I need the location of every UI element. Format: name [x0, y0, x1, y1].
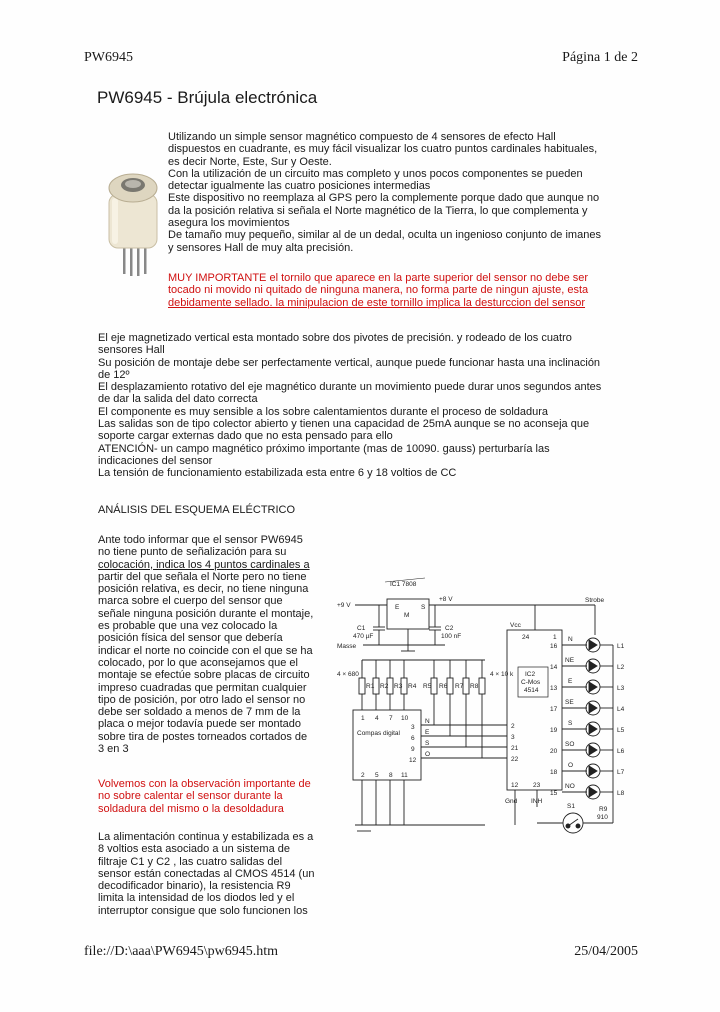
r7-label: R7 — [455, 683, 464, 690]
dir-ne: NE — [565, 657, 575, 664]
compass-pin-4: 4 — [375, 715, 379, 722]
resistor-bank — [359, 660, 485, 694]
dir-se: SE — [565, 699, 574, 706]
ic2-pin-1: 1 — [553, 634, 557, 641]
inh-label: INH — [531, 798, 543, 805]
ic2-out-17: 17 — [550, 706, 558, 713]
compass-pin-8: 8 — [389, 772, 393, 779]
r1-label: R1 — [366, 683, 375, 690]
r-left-label: 4 × 680 — [337, 671, 359, 678]
r9-value: 910 — [597, 814, 608, 821]
compass-pin-6: 6 — [411, 735, 415, 742]
r9-label: R9 — [599, 806, 608, 813]
led-l6: L6 — [617, 748, 625, 755]
masse-label: Masse — [337, 643, 357, 650]
r5-label: R5 — [423, 683, 432, 690]
led-l8: L8 — [617, 790, 625, 797]
r8-label: R8 — [470, 683, 479, 690]
section-title: ANÁLISIS DEL ESQUEMA ELÉCTRICO — [98, 504, 296, 516]
led-l4: L4 — [617, 706, 625, 713]
led-l3: L3 — [617, 685, 625, 692]
r4-label: R4 — [408, 683, 417, 690]
r-right-label: 4 × 10 k — [490, 671, 514, 678]
ic2-out-15: 15 — [550, 790, 558, 797]
note-paragraph: Volvemos con la observación importante de no sobre calentar el sensor durante la soldadura del mismo o la desoldadura — [98, 778, 311, 815]
ic2-family: C-Mos — [521, 679, 541, 686]
vin-label: +9 V — [337, 602, 351, 609]
compass-pin-7: 7 — [389, 715, 393, 722]
c1-label: C1 — [357, 625, 366, 632]
compass-pin-3: 3 — [411, 724, 415, 731]
led-l7: L7 — [617, 769, 625, 776]
led-l5: L5 — [617, 727, 625, 734]
ic2-label: IC2 — [525, 671, 536, 678]
compass-pin-5: 5 — [375, 772, 379, 779]
ic2-out-18: 18 — [550, 769, 558, 776]
ic2-out-16: 16 — [550, 643, 558, 650]
compass-dir-o: O — [425, 751, 431, 758]
compass-pin-1: 1 — [361, 715, 365, 722]
ic2-out-14: 14 — [550, 664, 558, 671]
dir-s: S — [568, 720, 573, 727]
compass-dir-s: S — [425, 740, 430, 747]
page-footer-right: 25/04/2005 — [574, 944, 638, 959]
ic2-pin-12: 12 — [511, 782, 519, 789]
led-l2: L2 — [617, 664, 625, 671]
ic2-pin-22: 22 — [511, 756, 519, 763]
warning-paragraph: MUY IMPORTANTE el tornilo que aparece en la parte superior del sensor no debe ser tocado ni movido ni quitado de ninguna manera, no forma parte de ningun ajuste, esta debidamente sellado. la minipulacion de este tornillo implica la desturccion del sensor — [168, 272, 589, 309]
ic2-pin-21: 21 — [511, 745, 519, 752]
vout-label: +8 V — [439, 596, 453, 603]
r2-label: R2 — [380, 683, 389, 690]
c2-value: 100 nF — [441, 633, 462, 640]
strobe-label: Strobe — [585, 597, 605, 604]
dir-so: SO — [565, 741, 575, 748]
compass-pin-11: 11 — [401, 772, 408, 779]
ic2-part: 4514 — [524, 687, 539, 694]
power-paragraph: La alimentación continua y estabilizada es a 8 voltios esta asociado a un sistema de filtraje C1 y C2 , las cuatro salidas del sensor están conectadas al CMOS 4514 (un decodificador binario), la resistencia R9 limita la intensidad de los diodos led y el interruptor consigue que solo funcionen los — [98, 831, 315, 917]
page-header-left: PW6945 — [84, 50, 133, 65]
specs-paragraph: El eje magnetizado vertical esta montado sobre dos pivotes de precisión. y rodeado de los cuatro sensores Hall Su posición de montaje debe ser perfectamente vertical, aunque puede funcionar hasta una inclinación de 12º El desplazamiento rotativo del eje magnético durante un movimiento puede durar unos segundos antes de dar la salida del dato correcta El componente es muy sensible a los sobre calentamientos durante el proceso de soldadura Las salidas son de tipo colector abierto y tienen una capacidad de 25mA aunque se no aconseja que soporte cargar externas dado que no esta pensado para ello ATENCIÓN- un campo magnético próximo importante (mas de 10090. gauss) perturbaría las indicaciones del sensor La tensión de funcionamiento estabilizada esta entre 6 y 18 voltios de CC — [98, 332, 602, 480]
c1-value: 470 µF — [353, 633, 374, 640]
compass-pin-9: 9 — [411, 746, 415, 753]
s1-label: S1 — [567, 803, 575, 810]
compass-pin-2: 2 — [361, 772, 365, 779]
circuit-schematic — [335, 575, 635, 837]
ic2-pin-2: 2 — [511, 723, 515, 730]
vcc-label: Vcc — [510, 622, 521, 629]
reg-pin-m: M — [404, 612, 410, 619]
ic2-pin-3: 3 — [511, 734, 515, 741]
page-footer-left: file://D:\aaa\PW6945\pw6945.htm — [84, 944, 279, 959]
led-l1: L1 — [617, 643, 625, 650]
compass-label: Compas digital — [357, 730, 400, 737]
reg-pin-e: E — [395, 604, 400, 611]
compass-pin-12: 12 — [409, 757, 417, 764]
compass-dir-e: E — [425, 729, 430, 736]
compass-pin-10: 10 — [401, 715, 409, 722]
page-header-right: Página 1 de 2 — [562, 50, 638, 65]
dir-e: E — [568, 678, 573, 685]
analysis-paragraph: Ante todo informar que el sensor PW6945 no tiene punto de señalización para su colocación, indica los 4 puntos cardinales a partir del que señala el Norte pero no tiene posición relativa, es decir, no tiene ninguna marca sobre el cuerpo del sensor que señale ninguna posición durante el montaje, es probable que una vez colocado la posición física del sensor que debería indicar el norte no coincide con el que se ha colocado, por lo que aconsejamos que el montaje se efectúe sobre placas de circuito impreso cuadradas que permitan cualquier tipo de posición, por otro lado el sensor no debe ser soldado a menos de 7 mm de la placa o mejor todavía puede ser montado sobre tira de postes torneados cortados de 3 en 3 — [98, 534, 314, 756]
dir-no: NO — [565, 783, 575, 790]
gnd-label: Gnd — [505, 798, 518, 805]
compass-dir-n: N — [425, 718, 430, 725]
dir-n: N — [568, 636, 573, 643]
r6-label: R6 — [439, 683, 448, 690]
page-title: PW6945 - Brújula electrónica — [97, 88, 318, 107]
ic2-out-13: 13 — [550, 685, 558, 692]
r3-label: R3 — [394, 683, 403, 690]
intro-paragraph: Utilizando un simple sensor magnético compuesto de 4 sensores de efecto Hall dispuestos en cuadrante, es muy fácil visualizar los cuatro puntos cardinales habituales, es decir Norte, Este, Sur y Oeste. Con la utilización de un circuito mas completo y unos pocos componentes se pueden detectar igualmente las cuatro posiciones intermedias Este dispositivo no reemplaza al GPS pero la complemente porque dado que aunque no da la posición relativa si señala el Norte magnético de la Tierra, lo que complementa y asegura los movimientos De tamaño muy pequeño, similar al de un dedal, oculta un ingenioso conjunto de imanes y sensores Hall de muy alta precisión. — [168, 131, 601, 254]
ic2-pin-24: 24 — [522, 634, 530, 641]
ic2-out-20: 20 — [550, 748, 558, 755]
ic2-out-19: 19 — [550, 727, 558, 734]
ic2-pin-23: 23 — [533, 782, 541, 789]
c2-label: C2 — [445, 625, 454, 632]
reg-pin-s: S — [421, 604, 426, 611]
dir-o: O — [568, 762, 574, 769]
sensor-photo — [103, 168, 163, 276]
ic1-label: IC1 7808 — [390, 581, 417, 588]
